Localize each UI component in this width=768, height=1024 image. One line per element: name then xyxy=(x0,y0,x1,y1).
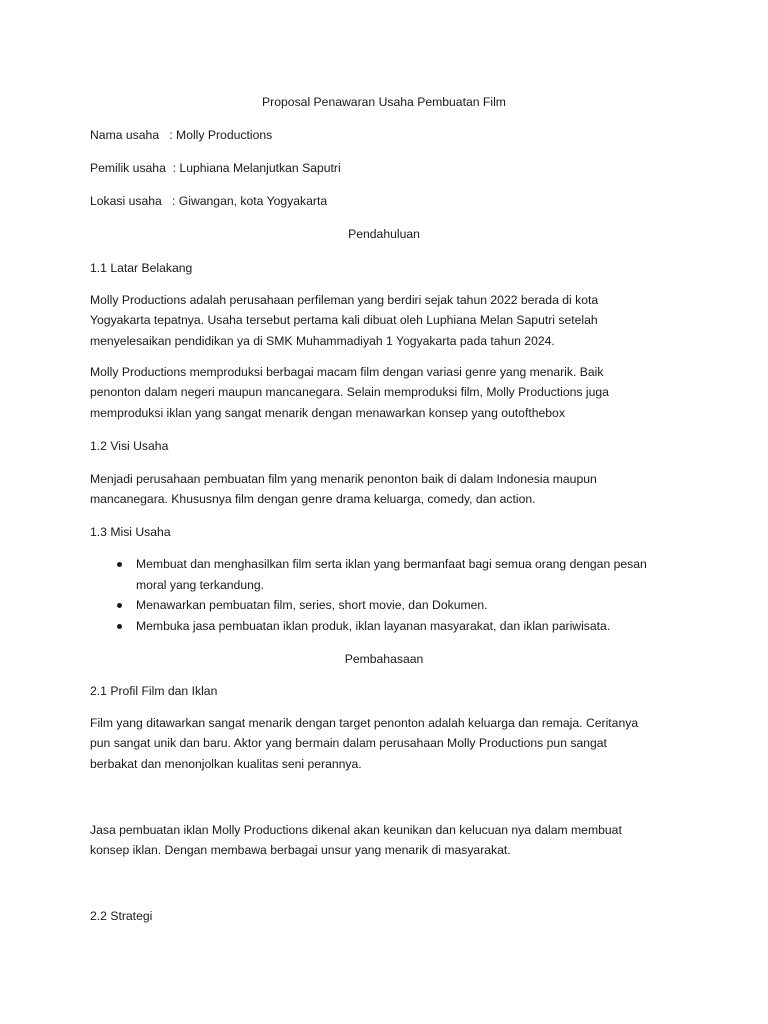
info-label: Lokasi usaha xyxy=(90,194,162,208)
paragraph-vision xyxy=(90,469,680,510)
info-value: Luphiana Melanjutkan Saputri xyxy=(179,161,341,175)
document-title: Proposal Penawaran Usaha Pembuatan Film xyxy=(262,95,506,109)
bullet-icon xyxy=(117,562,122,567)
paragraph-line: Molly Productions adalah perusahaan perfileman yang berdiri sejak tahun 2022 berada di kota xyxy=(90,293,599,307)
list-item-line: Membuat dan menghasilkan film serta iklan yang bermanfaat bagi semua orang dengan pesan xyxy=(136,557,647,571)
subsection-heading-1-2: 1.2 Visi Usaha xyxy=(90,439,169,453)
list-item xyxy=(90,595,680,616)
paragraph-line: Molly Productions memproduksi berbagai macam film dengan variasi genre yang menarik. Baik xyxy=(90,365,604,379)
paragraph-background-2 xyxy=(90,362,680,423)
list-item-line: moral yang terkandung. xyxy=(136,577,265,592)
info-label: Pemilik usaha xyxy=(90,161,166,175)
paragraph-line: Film yang ditawarkan sangat menarik dengan target penonton adalah keluarga dan remaja. Ceritanya xyxy=(90,716,639,730)
bullet-icon xyxy=(117,624,122,629)
subsection-heading-2-1: 2.1 Profil Film dan Iklan xyxy=(90,684,218,698)
subsection-heading-2-2: 2.2 Strategi xyxy=(90,909,153,923)
paragraph-line: konsep iklan. Dengan membawa berbagai unsur yang menarik di masyarakat. xyxy=(90,843,511,858)
info-value: Giwangan, kota Yogyakarta xyxy=(178,194,328,208)
section-heading-discussion: Pembahasaan xyxy=(344,652,424,666)
subsection-heading-1-1: 1.1 Latar Belakang xyxy=(90,261,193,275)
info-value: Molly Productions xyxy=(176,128,273,142)
info-owner xyxy=(90,158,341,178)
bullet-icon xyxy=(117,603,122,608)
paragraph-line: penonton dalam negeri maupun mancanegara. Selain memproduksi film, Molly Productions juga xyxy=(90,385,609,400)
info-separator: : xyxy=(161,194,179,208)
paragraph-line: Jasa pembuatan iklan Molly Productions dikenal akan keunikan dan kelucuan nya dalam membuat xyxy=(90,823,622,837)
paragraph-ad-service xyxy=(90,820,680,861)
paragraph-line: pun sangat unik dan baru. Aktor yang bermain dalam perusahaan Molly Productions pun sangat xyxy=(90,736,607,751)
paragraph-film-profile xyxy=(90,713,680,774)
paragraph-line: memproduksi iklan yang sangat menarik dengan menawarkan konsep yang outofthebox xyxy=(90,405,565,420)
paragraph-line: berbakat dan menonjolkan kualitas seni perannya. xyxy=(90,756,362,771)
info-label: Nama usaha xyxy=(90,128,160,142)
info-location xyxy=(90,191,327,211)
info-business-name xyxy=(90,125,272,145)
mission-list xyxy=(90,554,680,636)
paragraph-line: Menjadi perusahaan pembuatan film yang menarik penonton baik di dalam Indonesia maupun xyxy=(90,472,597,486)
paragraph-background-1 xyxy=(90,290,680,351)
subsection-heading-1-3: 1.3 Misi Usaha xyxy=(90,525,171,539)
info-separator: : xyxy=(165,161,180,175)
list-item xyxy=(90,616,680,637)
list-item-line: Membuka jasa pembuatan iklan produk, iklan layanan masyarakat, dan iklan pariwisata. xyxy=(136,618,611,633)
paragraph-line: Yogyakarta tepatnya. Usaha tersebut pertama kali dibuat oleh Luphiana Melan Saputri setelah xyxy=(90,313,598,328)
list-item-line: Menawarkan pembuatan film, series, short movie, dan Dokumen. xyxy=(136,598,488,612)
list-item xyxy=(90,554,680,595)
section-heading-introduction: Pendahuluan xyxy=(348,227,420,241)
paragraph-line: menyelesaikan pendidikan ya di SMK Muhammadiyah 1 Yogyakarta pada tahun 2024. xyxy=(90,333,555,348)
info-separator: : xyxy=(159,128,177,142)
paragraph-line: mancanegara. Khususnya film dengan genre drama keluarga, comedy, dan action. xyxy=(90,492,536,507)
